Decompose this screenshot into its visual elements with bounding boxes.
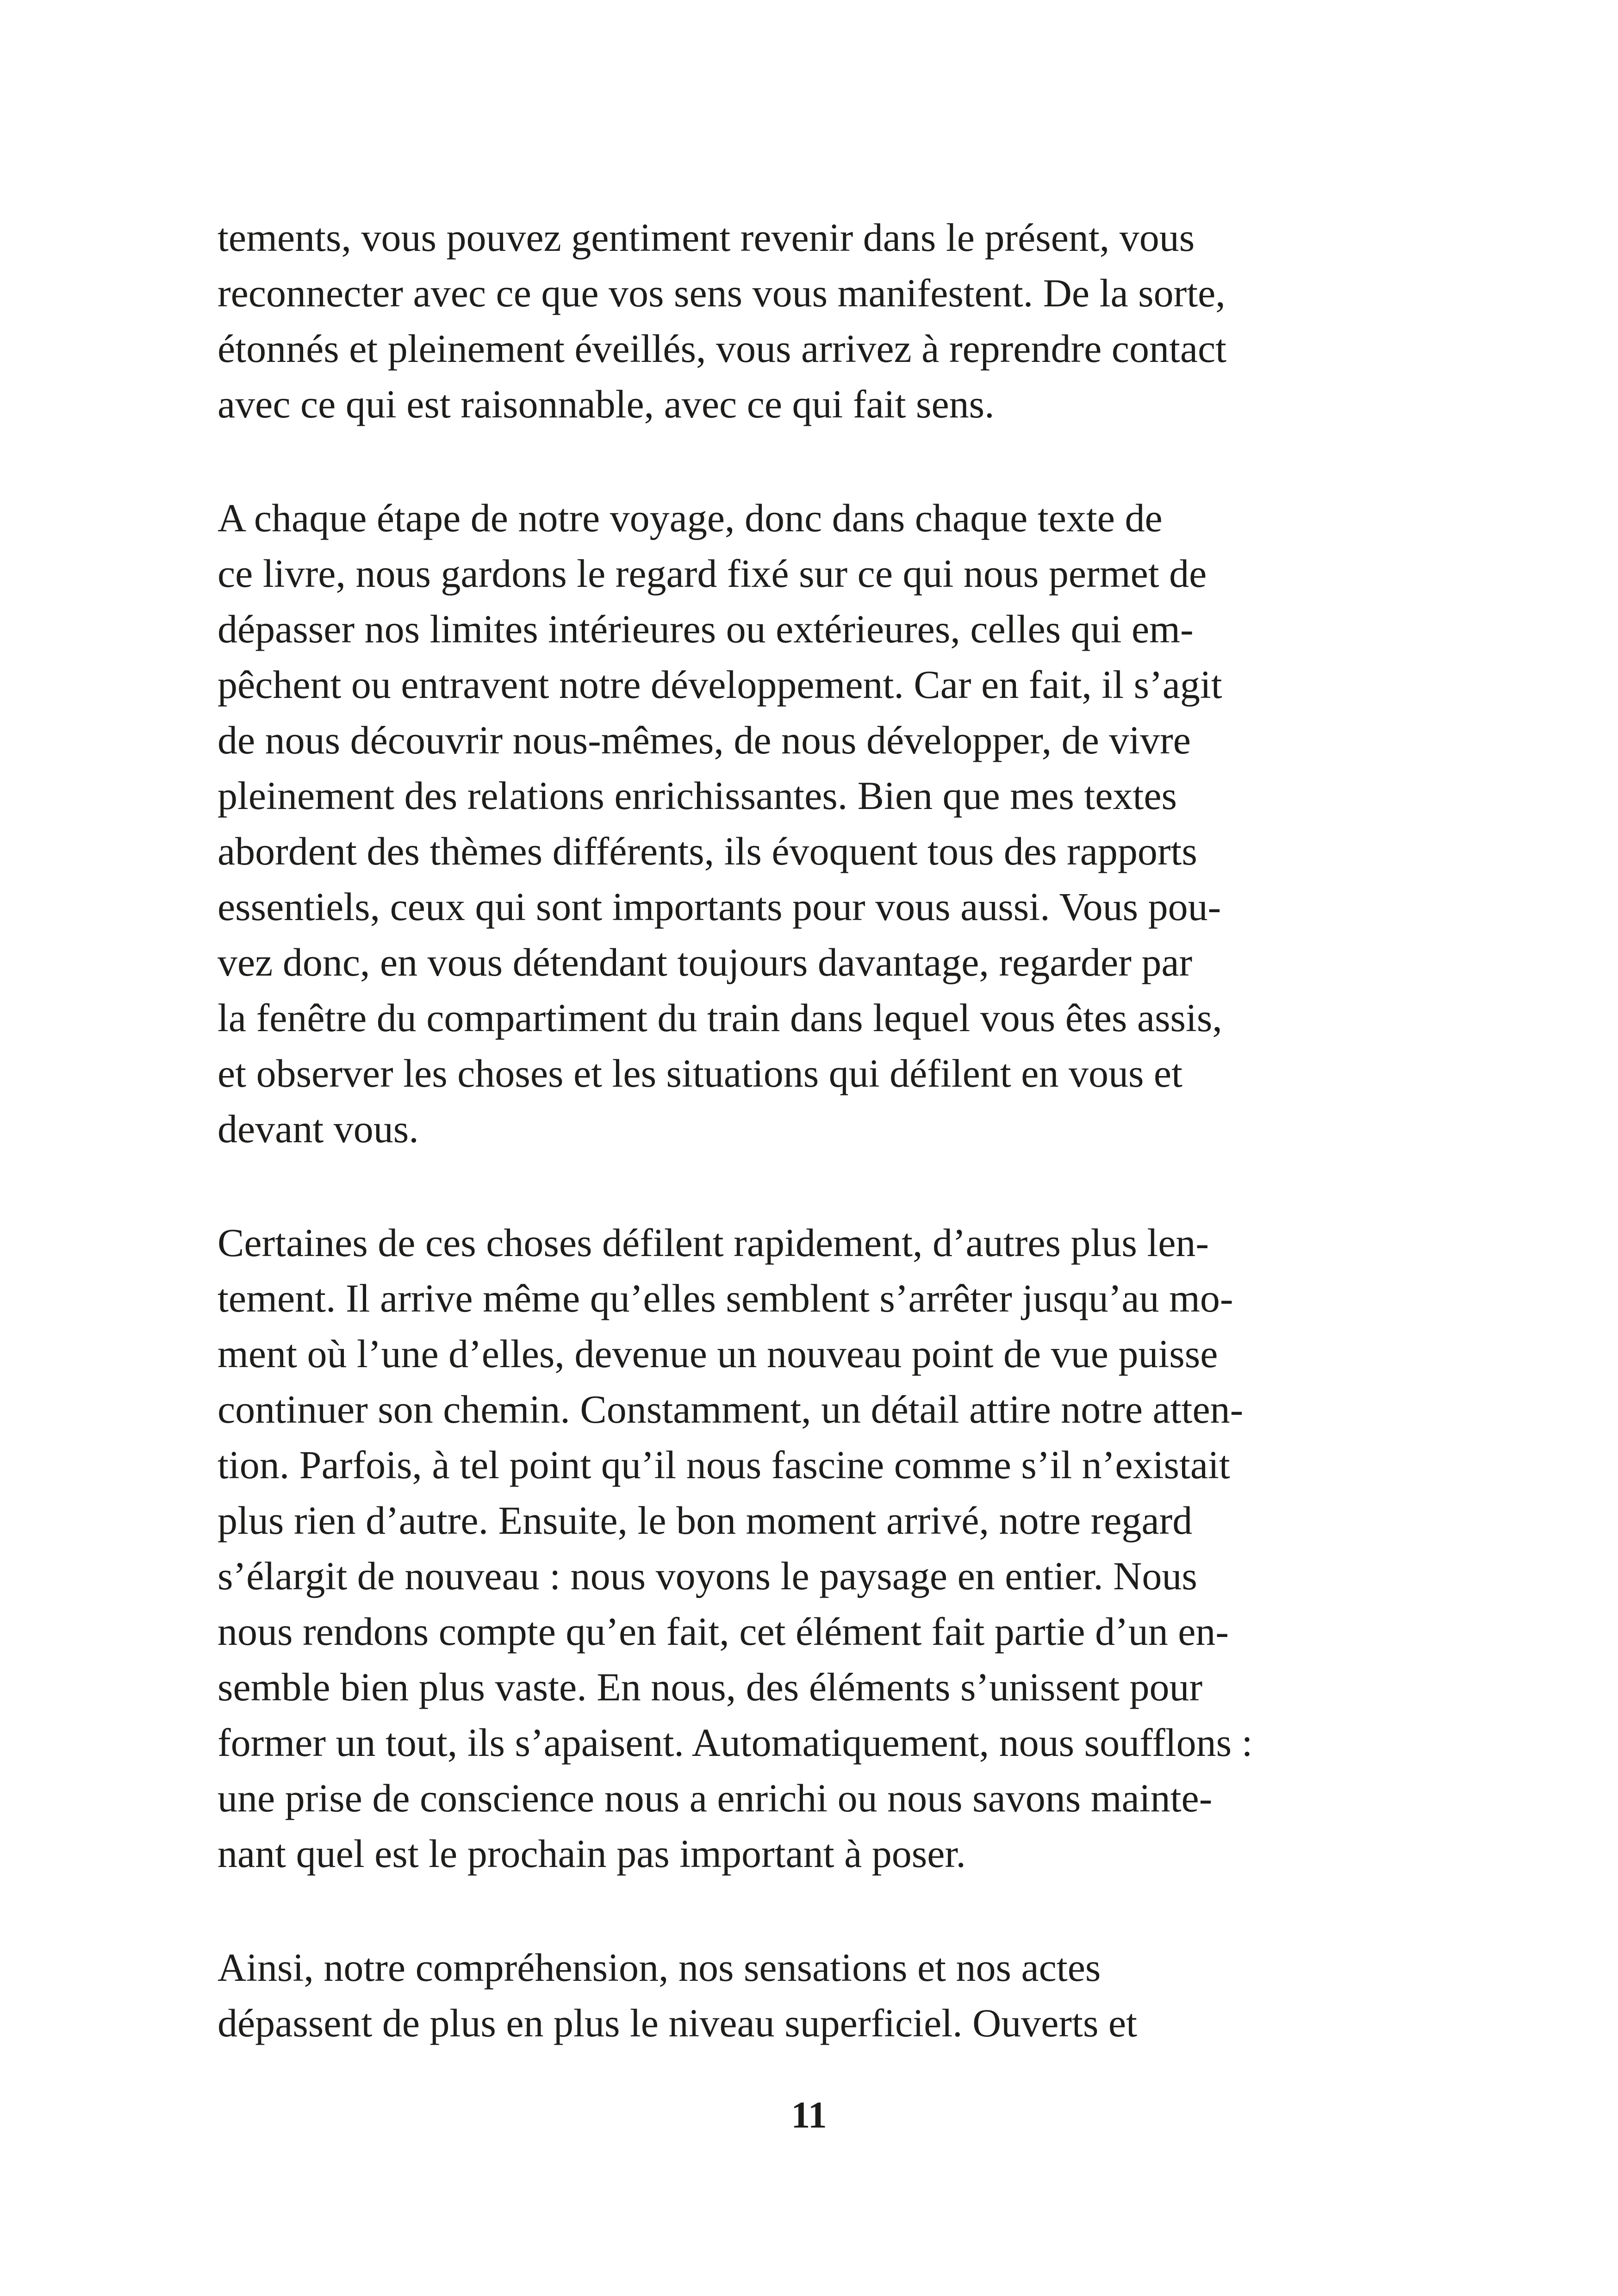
page-number: 11 — [791, 2094, 827, 2136]
text-line: avec ce qui est raisonnable, avec ce qui fait sens. — [218, 382, 995, 426]
text-line: pêchent ou entravent notre développement. Car en fait, il s’agit — [218, 662, 1222, 707]
text-line: former un tout, ils s’apaisent. Automatiquement, nous soufflons : — [218, 1720, 1253, 1765]
paragraph-gap — [218, 1881, 1402, 1940]
text-line: continuer son chemin. Constamment, un détail attire notre atten- — [218, 1387, 1244, 1431]
text-line: la fenêtre du compartiment du train dans lequel vous êtes assis, — [218, 996, 1222, 1040]
text-line: tement. Il arrive même qu’elles semblent s’arrêter jusqu’au mo- — [218, 1276, 1233, 1320]
paragraph-gap — [218, 1157, 1402, 1215]
body-text — [218, 210, 1402, 2051]
text-line: abordent des thèmes différents, ils évoquent tous des rapports — [218, 829, 1197, 873]
text-line: de nous découvrir nous-mêmes, de nous développer, de vivre — [218, 718, 1191, 762]
text-line: tion. Parfois, à tel point qu’il nous fascine comme s’il n’existait — [218, 1443, 1230, 1487]
text-line: semble bien plus vaste. En nous, des éléments s’unissent pour — [218, 1665, 1203, 1709]
text-line: tements, vous pouvez gentiment revenir dans le présent, vous — [218, 215, 1195, 260]
paragraph — [218, 490, 1402, 1157]
text-line: A chaque étape de notre voyage, donc dans chaque texte de — [218, 496, 1163, 540]
text-line: s’élargit de nouveau : nous voyons le paysage en entier. Nous — [218, 1554, 1197, 1598]
text-line: vez donc, en vous détendant toujours davantage, regarder par — [218, 940, 1193, 984]
text-line: dépasser nos limites intérieures ou extérieures, celles qui em- — [218, 607, 1194, 651]
paragraph — [218, 210, 1402, 432]
text-line: nant quel est le prochain pas important à poser. — [218, 1831, 966, 1876]
text-line: devant vous. — [218, 1107, 419, 1151]
paragraph — [218, 1940, 1402, 2051]
text-line: reconnecter avec ce que vos sens vous manifestent. De la sorte, — [218, 271, 1226, 315]
text-line: Certaines de ces choses défilent rapidement, d’autres plus len- — [218, 1220, 1209, 1265]
text-line: nous rendons compte qu’en fait, cet élément fait partie d’un en- — [218, 1609, 1229, 1654]
text-line: pleinement des relations enrichissantes. Bien que mes textes — [218, 773, 1177, 818]
text-line: Ainsi, notre compréhension, nos sensations et nos actes — [218, 1945, 1101, 1990]
text-line: et observer les choses et les situations qui défilent en vous et — [218, 1051, 1182, 1095]
text-line: essentiels, ceux qui sont importants pour vous aussi. Vous pou- — [218, 884, 1221, 929]
paragraph — [218, 1215, 1402, 1881]
text-line: étonnés et pleinement éveillés, vous arrivez à reprendre contact — [218, 326, 1227, 371]
text-line: plus rien d’autre. Ensuite, le bon moment arrivé, notre regard — [218, 1498, 1193, 1543]
text-line: une prise de conscience nous a enrichi ou nous savons mainte- — [218, 1776, 1213, 1820]
paragraph-gap — [218, 432, 1402, 490]
text-line: ce livre, nous gardons le regard fixé sur ce qui nous permet de — [218, 551, 1207, 596]
text-line: dépassent de plus en plus le niveau superficiel. Ouverts et — [218, 2001, 1137, 2045]
text-line: ment où l’une d’elles, devenue un nouveau point de vue puisse — [218, 1332, 1218, 1376]
